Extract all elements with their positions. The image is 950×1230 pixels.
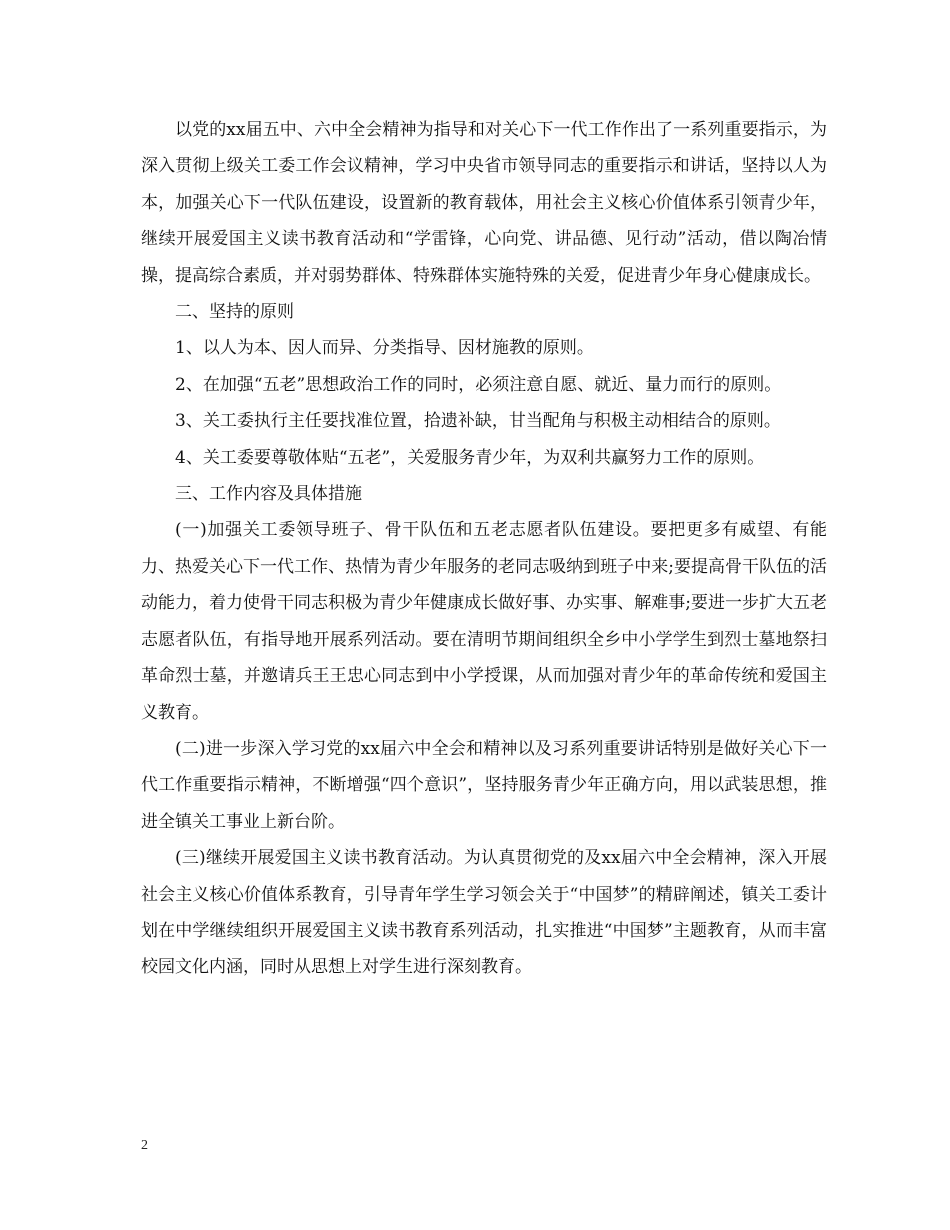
measure-item-3: (三)继续开展爱国主义读书教育活动。为认真贯彻党的及xx届六中全会精神，深入开展社会主义核心价值体系教育，引导青年学生学习领会关于“中国梦”的精辟阐述，镇关工委计划在中学继续组织开展爱国主义读书教育系列活动，扎实推进“中国梦”主题教育，从而丰富校园文化内涵，同时从思想上对学生进行深刻教育。 (141, 848, 827, 978)
measure-item-1: (一)加强关工委领导班子、骨干队伍和五老志愿者队伍建设。要把更多有威望、有能力、热爱关心下一代工作、热情为青少年服务的老同志吸纳到班子中来;要提高骨干队伍的活动能力，着力使骨干同志积极为青少年健康成长做好事、办实事、解难事;要进一步扩大五老志愿者队伍，有指导地开展系列活动。要在清明节期间组织全乡中小学学生到烈士墓地祭扫革命烈士墓，并邀请兵王王忠心同志到中小学授课，从而加强对青少年的革命传统和爱国主义教育。 (141, 520, 827, 723)
paragraph-intro: 以党的xx届五中、六中全会精神为指导和对关心下一代工作作出了一系列重要指示，为深入贯彻上级关工委工作会议精神，学习中央省市领导同志的重要指示和讲话，坚持以人为本，加强关心下一代队伍建设，设置新的教育载体，用社会主义核心价值体系引领青少年，继续开展爱国主义读书教育活动和“学雷锋，心向党、讲品德、见行动”活动，借以陶冶情操，提高综合素质，并对弱势群体、特殊群体实施特殊的关爱，促进青少年身心健康成长。 (141, 120, 827, 286)
principle-item-2: 2、在加强“五老”思想政治工作的同时，必须注意自愿、就近、量力而行的原则。 (175, 374, 782, 395)
principle-item-3: 3、关工委执行主任要找准位置，拾遗补缺，甘当配角与积极主动相结合的原则。 (175, 411, 781, 432)
document-body (141, 112, 827, 986)
measure-item-2: (二)进一步深入学习党的xx届六中全会和精神以及习系列重要讲话特别是做好关心下一代工作重要指示精神，不断增强“四个意识”，坚持服务青少年正确方向，用以武装思想，推进全镇关工事业上新台阶。 (141, 738, 827, 832)
page-number: 2 (141, 1138, 148, 1153)
principle-item-4: 4、关工委要尊敬体贴“五老”，关爱服务青少年，为双利共赢努力工作的原则。 (175, 447, 765, 468)
section-heading-work-content: 三、工作内容及具体措施 (175, 484, 362, 505)
principle-item-1: 1、以人为本、因人而异、分类指导、因材施教的原则。 (175, 338, 594, 359)
section-heading-principles: 二、坚持的原则 (175, 302, 294, 323)
